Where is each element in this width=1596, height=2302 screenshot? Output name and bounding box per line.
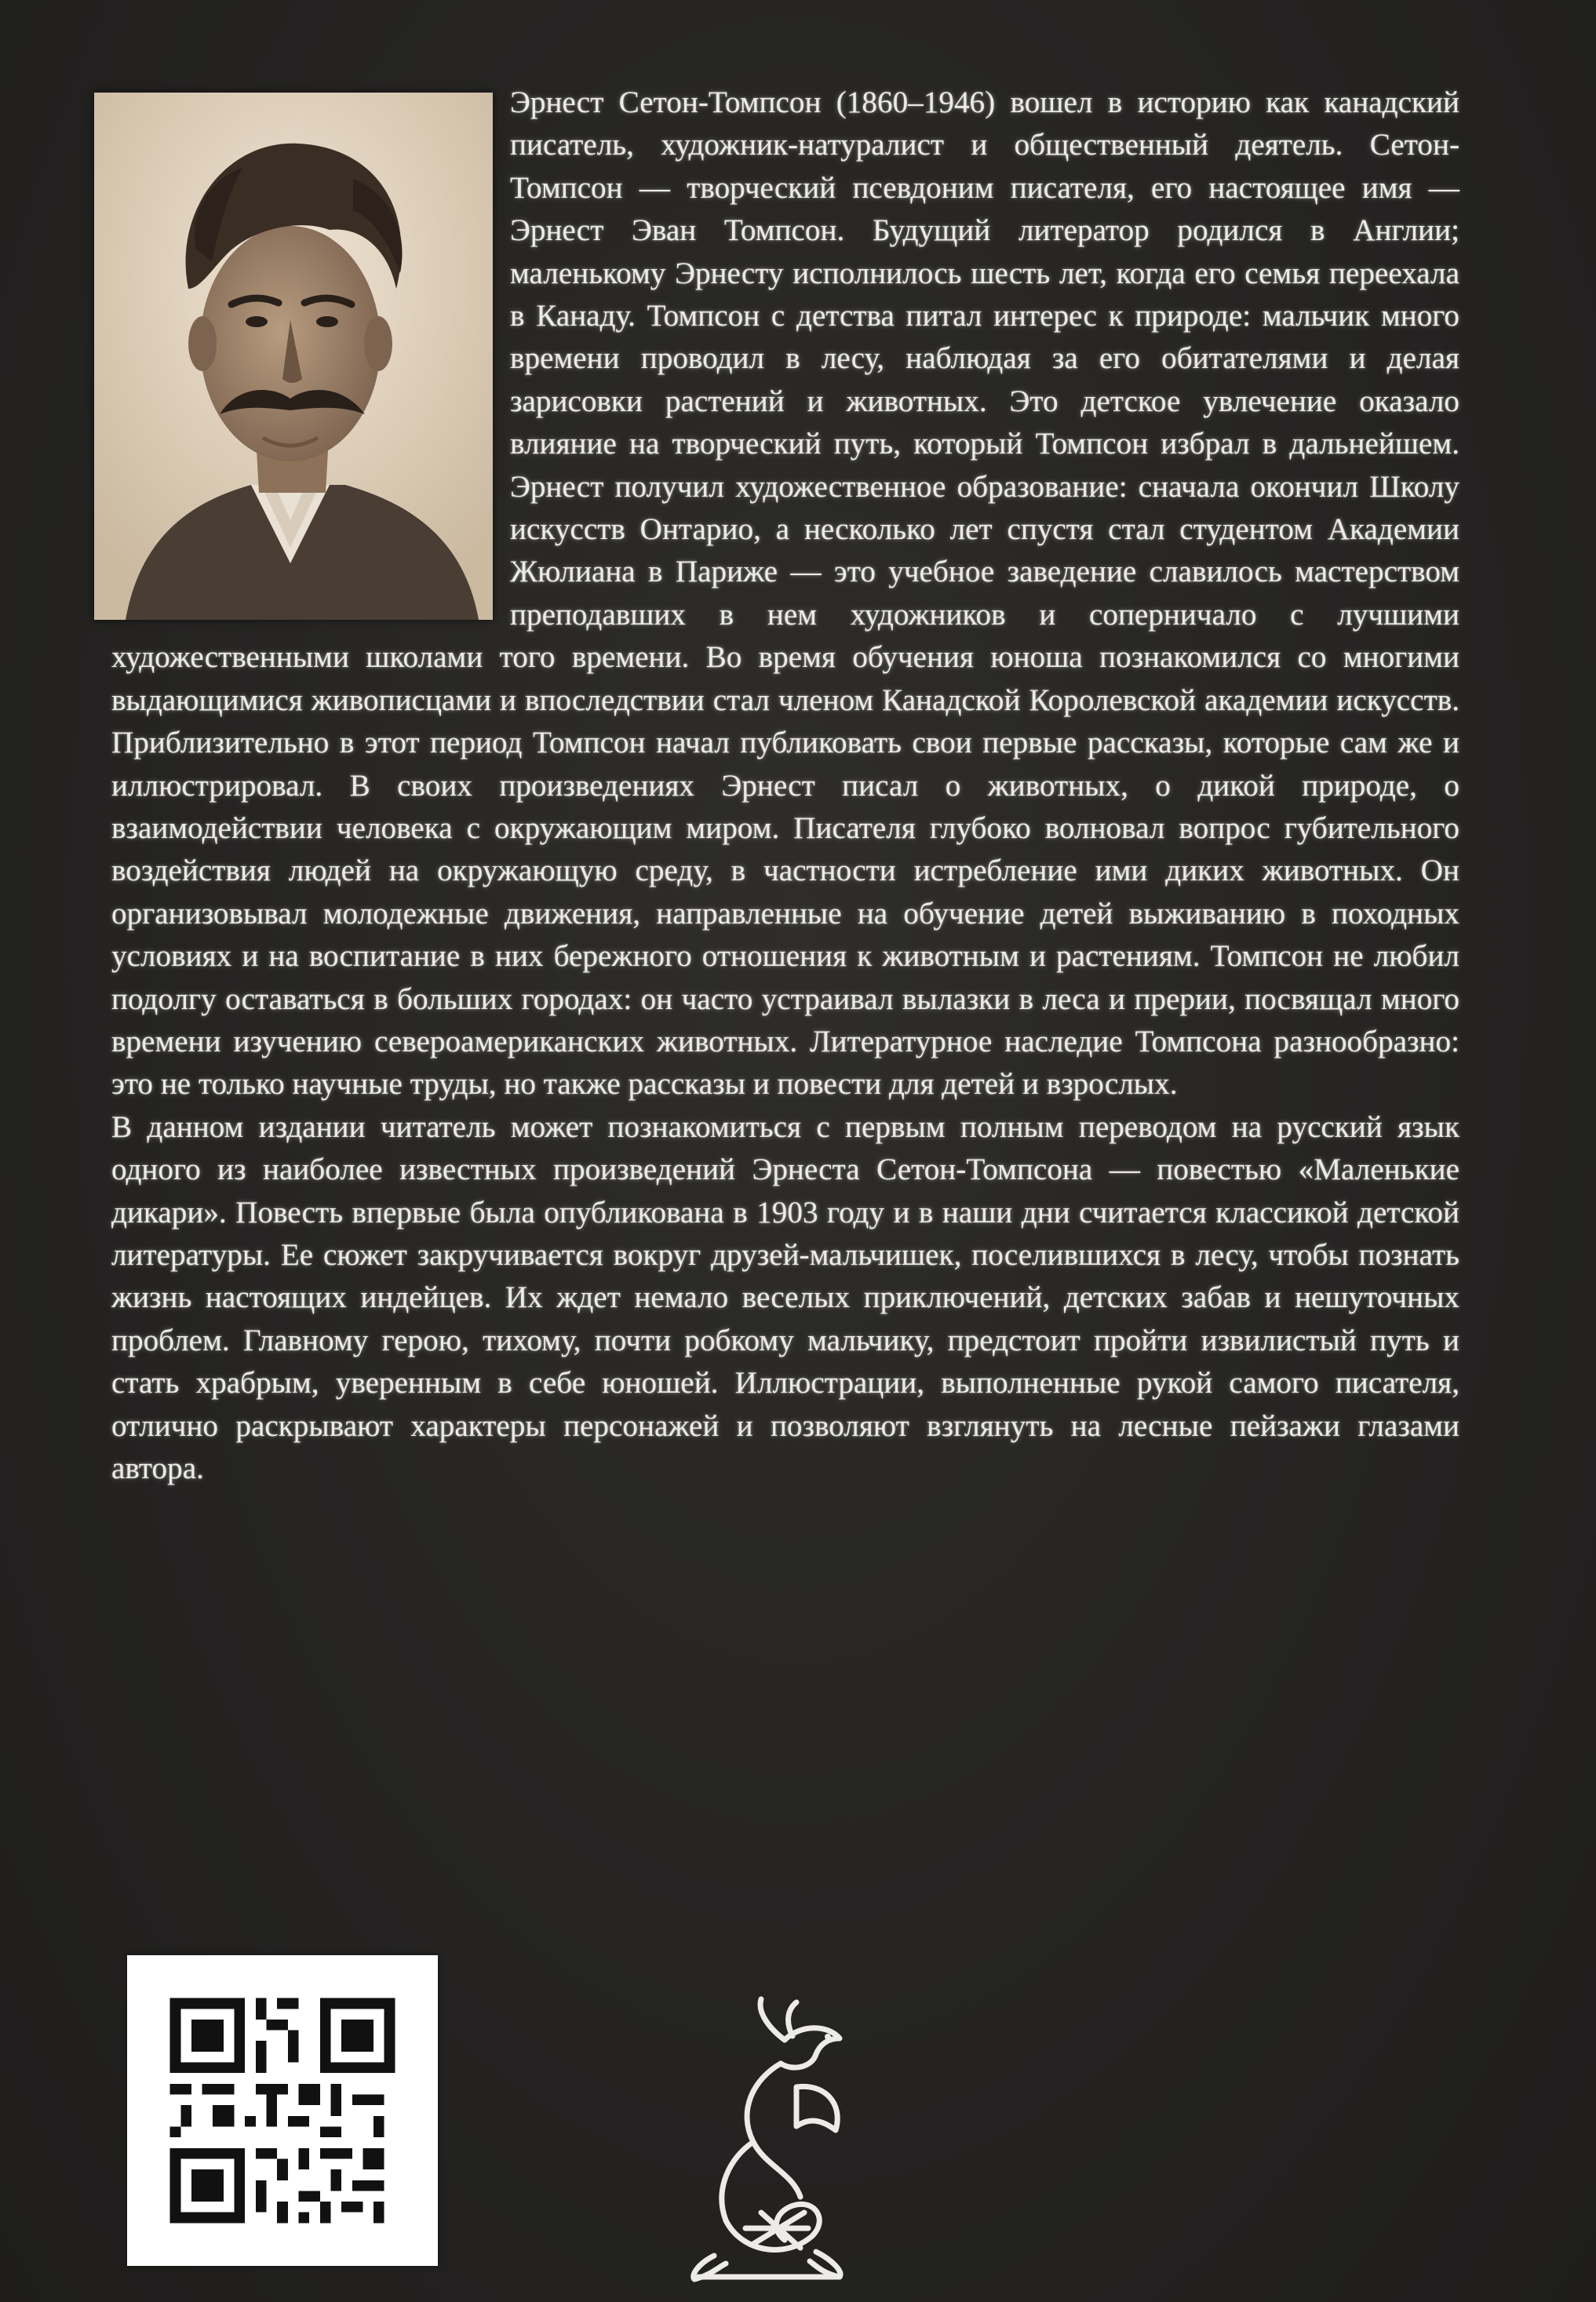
description-text: [111, 82, 1459, 1490]
paragraph-edition: В данном издании читатель может познакомиться с первым полным переводом на русский язык одного из наиболее известных произведений Эрнеста Сетон-Томпсона — повестью «Маленькие дикари». Повесть впервые была опубликована в 1903 году и в наши дни считается классикой детской литературы. Ее сюжет закручивается вокруг друзей-мальчишек, поселившихся в лесу, чтобы познать жизнь настоящих индейцев. Их ждет немало веселых приключений, детских забав и нешуточных проблем. Главному герою, тихому, почти робкому мальчику, предстоит пройти извилистый путь и стать храбрым, уверенным в себе юношей. Иллюстрации, выполненные рукой самого писателя, отлично раскрывают характеры персонажей и позволяют взглянуть на лесные пейзажи глазами автора.: [111, 1109, 1459, 1485]
paragraph-biography: Эрнест Сетон-Томпсон (1860–1946) вошел в историю как канадский писатель, художник-натуралист и общественный деятель. Сетон-Томпсон — творческий псевдоним писателя, его настоящее имя — Эрнест Эван Томпсон. Будущий литератор родился в Англии; маленькому Эрнесту исполнилось шесть лет, когда его семья переехала в Канаду. Томпсон с детства питал интерес к природе: мальчик много времени проводил в лесу, наблюдая за его обитателями и делая зарисовки растений и животных. Это детское увлечение оказало влияние на творческий путь, который Томпсон избрал в дальнейшем. Эрнест получил художественное образование: сначала окончил Школу искусств Онтарио, а несколько лет спустя стал студентом Академии Жюлиана в Париже — это учебное заведение славилось мастерством преподавших в нем художников и соперничало с лучшими художественными школами того времени. Во время обучения юноша познакомился со многими выдающимися живописцами и впоследствии стал членом Канадской Королевской академии искусств. Приблизительно в этот период Томпсон начал публиковать свои первые рассказы, которые сам же и иллюстрировал. В своих произведениях Эрнест писал о животных, о дикой природе, о взаимодействии человека с окружающим миром. Писателя глубоко волновал вопрос губительного воздействия людей на окружающую среду, в частности истребление ими диких животных. Он организовывал молодежные движения, направленные на обучение детей выживанию в походных условиях и на воспитание в них бережного отношения к животным и растениям. Томпсон не любил подолгу оставаться в больших городах: он часто устраивал вылазки в леса и прерии, посвящал много времени изучению североамериканских животных. Литературное наследие Томпсона разнообразно: это не только научные труды, но также рассказы и повести для детей и взрослых.: [111, 86, 1459, 1102]
portrait-space: [111, 82, 510, 636]
dragon-logo-icon: [667, 1993, 863, 2283]
qr-code-icon[interactable]: [127, 1955, 438, 2266]
